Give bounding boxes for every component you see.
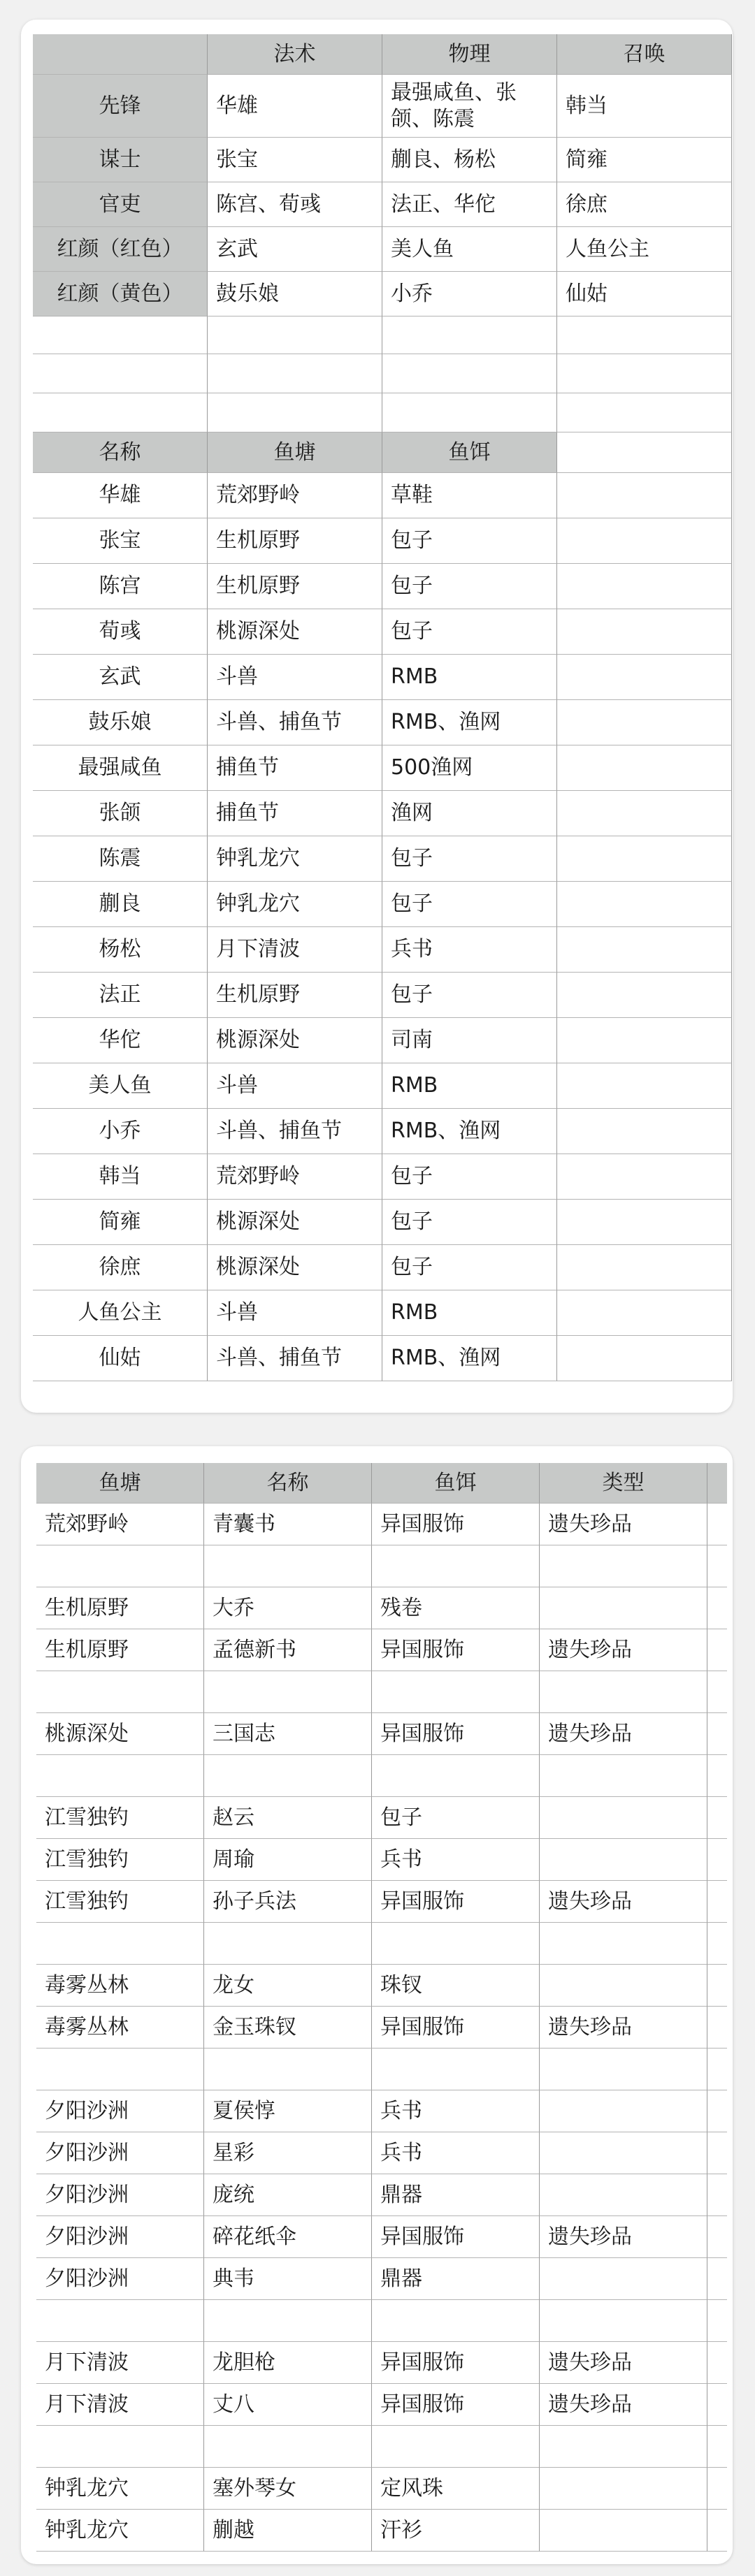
table2-header-cell[interactable]: 鱼饵	[382, 432, 557, 473]
empty-cell[interactable]	[557, 1018, 732, 1063]
table3-cell[interactable]	[372, 2426, 540, 2468]
empty-cell[interactable]	[557, 791, 732, 836]
table3-cell[interactable]	[204, 1923, 372, 1965]
table2-name-cell[interactable]: 玄武	[33, 655, 208, 700]
table1-row-header[interactable]: 红颜（黄色）	[33, 272, 208, 316]
table2-bait-cell[interactable]: 包子	[382, 609, 557, 655]
table3-header-cell[interactable]: 鱼饵	[372, 1463, 540, 1504]
empty-cell[interactable]	[707, 2468, 727, 2510]
empty-cell[interactable]	[707, 1965, 727, 2007]
table3-cell[interactable]: 遗失珍品	[540, 1629, 707, 1671]
empty-cell[interactable]	[707, 2300, 727, 2342]
table3-cell[interactable]: 碎花纸伞	[204, 2216, 372, 2258]
table1-cell[interactable]: 华雄	[208, 75, 382, 138]
table2-bait-cell[interactable]: 包子	[382, 882, 557, 927]
empty-cell[interactable]	[557, 354, 732, 393]
table3-cell[interactable]	[540, 2258, 707, 2300]
table1-cell[interactable]: 最强咸鱼、张颌、陈震	[382, 75, 557, 138]
empty-cell[interactable]	[707, 2258, 727, 2300]
table2-pond-cell[interactable]: 捕鱼节	[208, 791, 382, 836]
empty-cell[interactable]	[382, 316, 557, 354]
empty-cell[interactable]	[707, 1629, 727, 1671]
table2-pond-cell[interactable]: 荒郊野岭	[208, 473, 382, 518]
empty-cell[interactable]	[208, 354, 382, 393]
table3-cell[interactable]: 丈八	[204, 2384, 372, 2426]
table1-cell[interactable]: 仙姑	[557, 272, 732, 316]
table3-cell[interactable]: 异国服饰	[372, 1881, 540, 1923]
table2-pond-cell[interactable]: 斗兽	[208, 1063, 382, 1109]
table1-cell[interactable]: 鼓乐娘	[208, 272, 382, 316]
table3-cell[interactable]: 荒郊野岭	[36, 1504, 204, 1545]
table2-header-cell[interactable]: 名称	[33, 432, 208, 473]
table3-cell[interactable]	[540, 2132, 707, 2174]
table2-bait-cell[interactable]: RMB、渔网	[382, 1336, 557, 1381]
table2-pond-cell[interactable]: 桃源深处	[208, 1018, 382, 1063]
table3-cell[interactable]: 遗失珍品	[540, 1881, 707, 1923]
empty-cell[interactable]	[557, 1336, 732, 1381]
table3-cell[interactable]: 月下清波	[36, 2384, 204, 2426]
table1-cell[interactable]: 蒯良、杨松	[382, 138, 557, 182]
empty-cell[interactable]	[208, 316, 382, 354]
table3-cell[interactable]: 周瑜	[204, 1839, 372, 1881]
table3-cell[interactable]	[540, 1965, 707, 2007]
table2-name-cell[interactable]: 美人鱼	[33, 1063, 208, 1109]
table3-cell[interactable]	[540, 1923, 707, 1965]
empty-cell[interactable]	[707, 2174, 727, 2216]
empty-cell[interactable]	[707, 2216, 727, 2258]
table3-cell[interactable]: 夕阳沙洲	[36, 2132, 204, 2174]
empty-cell[interactable]	[707, 1797, 727, 1839]
empty-cell[interactable]	[707, 2049, 727, 2090]
table3-cell[interactable]: 月下清波	[36, 2342, 204, 2384]
table3-cell[interactable]: 桃源深处	[36, 1713, 204, 1755]
table1-header-cell[interactable]	[33, 34, 208, 75]
table3-cell[interactable]: 异国服饰	[372, 1629, 540, 1671]
table1-header-cell[interactable]: 法术	[208, 34, 382, 75]
table3-cell[interactable]: 遗失珍品	[540, 1713, 707, 1755]
table2-bait-cell[interactable]: RMB、渔网	[382, 1109, 557, 1154]
table1-cell[interactable]: 法正、华佗	[382, 182, 557, 227]
table3-cell[interactable]: 青囊书	[204, 1504, 372, 1545]
table3-cell[interactable]: 钟乳龙穴	[36, 2510, 204, 2552]
table2-bait-cell[interactable]: 包子	[382, 1245, 557, 1290]
table2-pond-cell[interactable]: 斗兽、捕鱼节	[208, 700, 382, 745]
table3-cell[interactable]	[540, 1797, 707, 1839]
table2-name-cell[interactable]: 简雍	[33, 1200, 208, 1245]
table3-cell[interactable]: 定风珠	[372, 2468, 540, 2510]
table3-cell[interactable]	[540, 1755, 707, 1797]
table3-cell[interactable]	[36, 1923, 204, 1965]
empty-cell[interactable]	[557, 1154, 732, 1200]
table3-cell[interactable]	[372, 1545, 540, 1587]
table3-cell[interactable]: 生机原野	[36, 1587, 204, 1629]
table2-name-cell[interactable]: 徐庶	[33, 1245, 208, 1290]
table3-cell[interactable]: 星彩	[204, 2132, 372, 2174]
table3-cell[interactable]: 庞统	[204, 2174, 372, 2216]
table3-cell[interactable]	[540, 2090, 707, 2132]
table3-cell[interactable]: 毒雾丛林	[36, 2007, 204, 2049]
table3-cell[interactable]	[540, 2468, 707, 2510]
empty-cell[interactable]	[557, 927, 732, 973]
table2-pond-cell[interactable]: 生机原野	[208, 564, 382, 609]
table2-pond-cell[interactable]: 荒郊野岭	[208, 1154, 382, 1200]
table3-header-cell[interactable]: 类型	[540, 1463, 707, 1504]
table3-cell[interactable]: 生机原野	[36, 1629, 204, 1671]
spreadsheet-card-1	[21, 20, 733, 1413]
table1-header-cell[interactable]: 物理	[382, 34, 557, 75]
empty-cell[interactable]	[557, 745, 732, 791]
table3-cell[interactable]	[204, 1755, 372, 1797]
table3-cell[interactable]: 江雪独钓	[36, 1839, 204, 1881]
empty-cell[interactable]	[33, 354, 208, 393]
empty-cell[interactable]	[707, 2342, 727, 2384]
table2-bait-cell[interactable]: 包子	[382, 518, 557, 564]
table2-header-cell[interactable]: 鱼塘	[208, 432, 382, 473]
empty-cell[interactable]	[707, 1923, 727, 1965]
table3-cell[interactable]: 赵云	[204, 1797, 372, 1839]
table3-header-cell[interactable]: 鱼塘	[36, 1463, 204, 1504]
table3-cell[interactable]	[372, 1755, 540, 1797]
table3-cell[interactable]	[36, 2049, 204, 2090]
table3-cell[interactable]: 遗失珍品	[540, 1504, 707, 1545]
table1-cell[interactable]: 韩当	[557, 75, 732, 138]
table2-pond-cell[interactable]: 斗兽、捕鱼节	[208, 1336, 382, 1381]
table2-bait-cell[interactable]: 包子	[382, 1154, 557, 1200]
table3-cell[interactable]: 兵书	[372, 1839, 540, 1881]
table3-cell[interactable]: 兵书	[372, 2090, 540, 2132]
table3-cell[interactable]: 残卷	[372, 1587, 540, 1629]
empty-cell[interactable]	[707, 2384, 727, 2426]
table3-cell[interactable]	[36, 1755, 204, 1797]
empty-cell[interactable]	[557, 1245, 732, 1290]
empty-cell[interactable]	[707, 1545, 727, 1587]
empty-cell[interactable]	[707, 1839, 727, 1881]
table3-cell[interactable]: 遗失珍品	[540, 2384, 707, 2426]
table3-cell[interactable]: 龙胆枪	[204, 2342, 372, 2384]
table2-pond-cell[interactable]: 生机原野	[208, 973, 382, 1018]
empty-cell[interactable]	[557, 564, 732, 609]
table2-bait-cell[interactable]: RMB、渔网	[382, 700, 557, 745]
table3-cell[interactable]: 典韦	[204, 2258, 372, 2300]
table3-cell[interactable]: 孟德新书	[204, 1629, 372, 1671]
empty-cell[interactable]	[557, 393, 732, 432]
empty-cell[interactable]	[707, 1504, 727, 1545]
table3-cell[interactable]	[540, 1839, 707, 1881]
table3-cell[interactable]: 塞外琴女	[204, 2468, 372, 2510]
empty-cell[interactable]	[382, 354, 557, 393]
table2-bait-cell[interactable]: 草鞋	[382, 473, 557, 518]
table1-header-cell[interactable]: 召唤	[557, 34, 732, 75]
table3-cell[interactable]	[36, 1671, 204, 1713]
table2-bait-cell[interactable]: RMB	[382, 655, 557, 700]
table3-cell[interactable]	[36, 2426, 204, 2468]
table3-cell[interactable]	[204, 2300, 372, 2342]
table3-cell[interactable]: 异国服饰	[372, 2216, 540, 2258]
table2-name-cell[interactable]: 鼓乐娘	[33, 700, 208, 745]
table3-cell[interactable]: 珠钗	[372, 1965, 540, 2007]
table3-cell[interactable]: 兵书	[372, 2132, 540, 2174]
table3-header-cell[interactable]: 名称	[204, 1463, 372, 1504]
table2-pond-cell[interactable]: 斗兽	[208, 1290, 382, 1336]
table2-name-cell[interactable]: 仙姑	[33, 1336, 208, 1381]
table2-pond-cell[interactable]: 斗兽、捕鱼节	[208, 1109, 382, 1154]
empty-cell[interactable]	[557, 1200, 732, 1245]
table2-bait-cell[interactable]: 500渔网	[382, 745, 557, 791]
empty-cell[interactable]	[707, 2510, 727, 2552]
table2-name-cell[interactable]: 陈宫	[33, 564, 208, 609]
table2-name-cell[interactable]: 蒯良	[33, 882, 208, 927]
table3-cell[interactable]: 夕阳沙洲	[36, 2174, 204, 2216]
empty-cell[interactable]	[382, 393, 557, 432]
table1-cell[interactable]: 陈宫、荀彧	[208, 182, 382, 227]
empty-cell[interactable]	[707, 2090, 727, 2132]
empty-cell[interactable]	[557, 1290, 732, 1336]
table2-pond-cell[interactable]: 桃源深处	[208, 1245, 382, 1290]
table2-name-cell[interactable]: 华佗	[33, 1018, 208, 1063]
empty-cell[interactable]	[557, 473, 732, 518]
empty-cell[interactable]	[557, 700, 732, 745]
empty-header-cell[interactable]	[707, 1463, 727, 1504]
table3-cell[interactable]: 大乔	[204, 1587, 372, 1629]
empty-cell[interactable]	[557, 1063, 732, 1109]
table3-cell[interactable]	[36, 1545, 204, 1587]
table2-name-cell[interactable]: 人鱼公主	[33, 1290, 208, 1336]
table1-cell[interactable]: 人鱼公主	[557, 227, 732, 272]
table1-cell[interactable]: 简雍	[557, 138, 732, 182]
spreadsheet-card-2	[21, 1446, 733, 2564]
table2-bait-cell[interactable]: RMB	[382, 1063, 557, 1109]
table1-cell[interactable]: 张宝	[208, 138, 382, 182]
empty-cell[interactable]	[33, 316, 208, 354]
table3-cell[interactable]: 遗失珍品	[540, 2007, 707, 2049]
table3-cell[interactable]	[540, 1545, 707, 1587]
table3-cell[interactable]	[204, 1545, 372, 1587]
table2-name-cell[interactable]: 华雄	[33, 473, 208, 518]
table3-cell[interactable]	[540, 2426, 707, 2468]
table3-cell[interactable]: 异国服饰	[372, 2342, 540, 2384]
table3-cell[interactable]	[540, 2300, 707, 2342]
empty-cell[interactable]	[707, 1671, 727, 1713]
empty-cell[interactable]	[707, 2426, 727, 2468]
table1-row-header[interactable]: 红颜（红色）	[33, 227, 208, 272]
empty-cell[interactable]	[33, 393, 208, 432]
table1-row-header[interactable]: 谋士	[33, 138, 208, 182]
table3-cell[interactable]	[204, 2049, 372, 2090]
table3-cell[interactable]: 三国志	[204, 1713, 372, 1755]
table2-name-cell[interactable]: 韩当	[33, 1154, 208, 1200]
table3-cell[interactable]	[204, 2426, 372, 2468]
empty-cell[interactable]	[557, 655, 732, 700]
table3-cell[interactable]: 夏侯惇	[204, 2090, 372, 2132]
table3-cell[interactable]	[540, 1671, 707, 1713]
empty-cell[interactable]	[208, 393, 382, 432]
table3-cell[interactable]: 汗衫	[372, 2510, 540, 2552]
table3-cell[interactable]	[372, 2300, 540, 2342]
table3-cell[interactable]: 异国服饰	[372, 2384, 540, 2426]
table-1	[33, 34, 727, 1381]
table2-name-cell[interactable]: 法正	[33, 973, 208, 1018]
table2-pond-cell[interactable]: 桃源深处	[208, 1200, 382, 1245]
table3-cell[interactable]: 钟乳龙穴	[36, 2468, 204, 2510]
table3-cell[interactable]: 夕阳沙洲	[36, 2216, 204, 2258]
table3-cell[interactable]: 遗失珍品	[540, 2216, 707, 2258]
table3-cell[interactable]	[540, 1587, 707, 1629]
table3-cell[interactable]	[540, 2510, 707, 2552]
table2-name-cell[interactable]: 小乔	[33, 1109, 208, 1154]
table1-cell[interactable]: 小乔	[382, 272, 557, 316]
empty-cell[interactable]	[707, 2132, 727, 2174]
table3-cell[interactable]	[540, 2049, 707, 2090]
table2-bait-cell[interactable]: 司南	[382, 1018, 557, 1063]
table3-cell[interactable]	[372, 1923, 540, 1965]
table-3	[36, 1463, 727, 2552]
empty-cell[interactable]	[557, 1109, 732, 1154]
table3-cell[interactable]: 异国服饰	[372, 1713, 540, 1755]
table2-bait-cell[interactable]: 兵书	[382, 927, 557, 973]
empty-cell[interactable]	[707, 1881, 727, 1923]
table1-cell[interactable]: 徐庶	[557, 182, 732, 227]
table3-cell[interactable]: 夕阳沙洲	[36, 2090, 204, 2132]
empty-cell[interactable]	[557, 432, 732, 473]
table1-cell[interactable]: 美人鱼	[382, 227, 557, 272]
empty-cell[interactable]	[707, 2007, 727, 2049]
table3-cell[interactable]: 夕阳沙洲	[36, 2258, 204, 2300]
table3-cell[interactable]: 包子	[372, 1797, 540, 1839]
table3-cell[interactable]: 江雪独钓	[36, 1881, 204, 1923]
table2-name-cell[interactable]: 陈震	[33, 836, 208, 882]
table1-row-header[interactable]: 先锋	[33, 75, 208, 138]
table2-pond-cell[interactable]: 捕鱼节	[208, 745, 382, 791]
table2-pond-cell[interactable]: 生机原野	[208, 518, 382, 564]
table1-row-header[interactable]: 官吏	[33, 182, 208, 227]
table2-name-cell[interactable]: 张宝	[33, 518, 208, 564]
table2-pond-cell[interactable]: 钟乳龙穴	[208, 882, 382, 927]
table3-cell[interactable]	[540, 2174, 707, 2216]
table3-cell[interactable]: 龙女	[204, 1965, 372, 2007]
table3-cell[interactable]: 鼎器	[372, 2258, 540, 2300]
table2-name-cell[interactable]: 最强咸鱼	[33, 745, 208, 791]
table3-cell[interactable]: 遗失珍品	[540, 2342, 707, 2384]
table2-bait-cell[interactable]: 包子	[382, 564, 557, 609]
table2-bait-cell[interactable]: RMB	[382, 1290, 557, 1336]
empty-cell[interactable]	[707, 1587, 727, 1629]
table3-cell[interactable]	[36, 2300, 204, 2342]
table2-name-cell[interactable]: 杨松	[33, 927, 208, 973]
table2-name-cell[interactable]: 张颌	[33, 791, 208, 836]
table2-name-cell[interactable]: 荀彧	[33, 609, 208, 655]
table2-pond-cell[interactable]: 钟乳龙穴	[208, 836, 382, 882]
table3-cell[interactable]: 鼎器	[372, 2174, 540, 2216]
table2-pond-cell[interactable]: 桃源深处	[208, 609, 382, 655]
empty-cell[interactable]	[557, 609, 732, 655]
table3-cell[interactable]: 孙子兵法	[204, 1881, 372, 1923]
table1-cell[interactable]: 玄武	[208, 227, 382, 272]
table3-cell[interactable]: 异国服饰	[372, 2007, 540, 2049]
empty-cell[interactable]	[557, 836, 732, 882]
table3-cell[interactable]	[372, 2049, 540, 2090]
table2-bait-cell[interactable]: 包子	[382, 973, 557, 1018]
empty-cell[interactable]	[557, 316, 732, 354]
empty-cell[interactable]	[557, 882, 732, 927]
empty-cell[interactable]	[557, 973, 732, 1018]
table3-cell[interactable]: 江雪独钓	[36, 1797, 204, 1839]
table2-bait-cell[interactable]: 包子	[382, 836, 557, 882]
empty-cell[interactable]	[707, 1713, 727, 1755]
table3-cell[interactable]: 蒯越	[204, 2510, 372, 2552]
table3-cell[interactable]	[204, 1671, 372, 1713]
table2-pond-cell[interactable]: 斗兽	[208, 655, 382, 700]
table3-cell[interactable]	[372, 1671, 540, 1713]
table2-pond-cell[interactable]: 月下清波	[208, 927, 382, 973]
table3-cell[interactable]: 毒雾丛林	[36, 1965, 204, 2007]
table2-bait-cell[interactable]: 包子	[382, 1200, 557, 1245]
empty-cell[interactable]	[557, 518, 732, 564]
empty-cell[interactable]	[707, 1755, 727, 1797]
table3-cell[interactable]: 异国服饰	[372, 1504, 540, 1545]
table3-cell[interactable]: 金玉珠钗	[204, 2007, 372, 2049]
table2-bait-cell[interactable]: 渔网	[382, 791, 557, 836]
